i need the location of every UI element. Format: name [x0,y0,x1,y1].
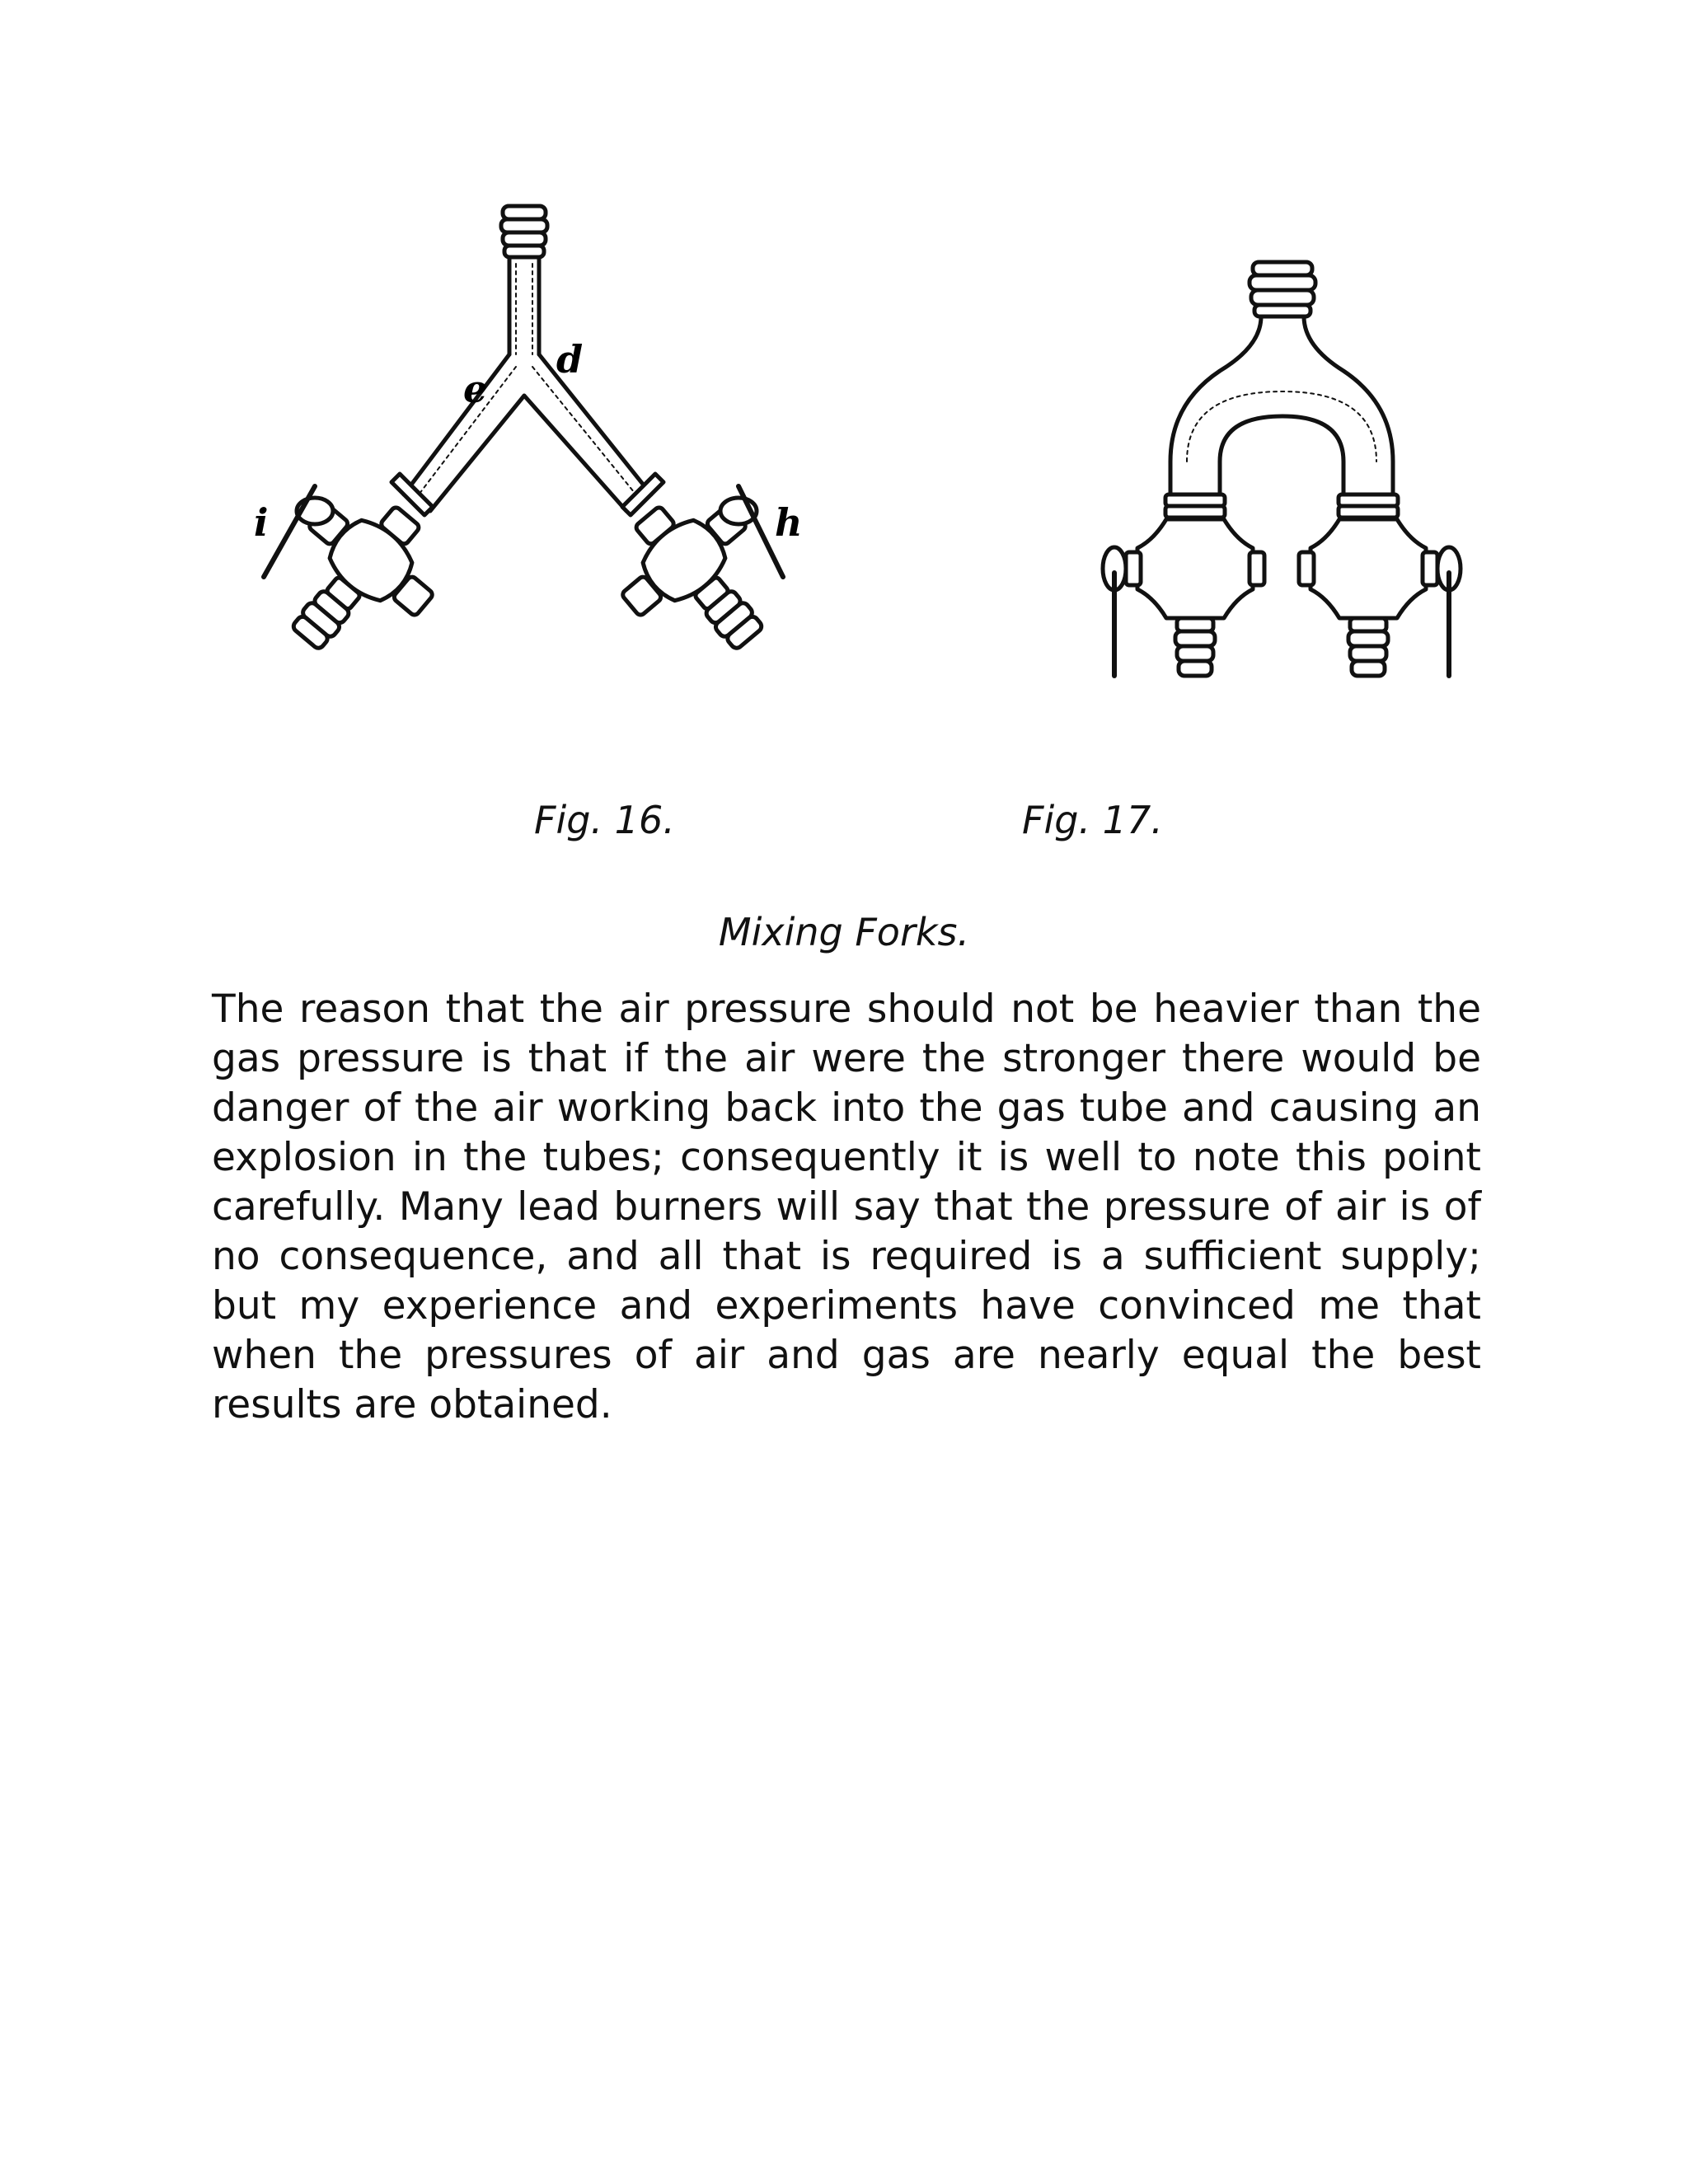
fig-16-caption: Fig. 16. [534,798,675,842]
fig-16-label-e: e [463,367,488,411]
fig-16-label-d: d [556,337,584,382]
fig-17-caption: Fig. 17. [1022,798,1163,842]
fig-16-label-h: h [775,500,803,545]
plate-title: Mixing Forks. [718,910,970,954]
body-paragraph: The reason that the air pressure should not be heavier than the gas pressure is that if the air were the stronger there would be danger of the air working back into the gas tube and causing an explosion in the tubes; consequently it is well to note this point carefully. Many lead burners will say that the pressure of air is of no consequence, and all that is required is a sufficient supply; but my experience and experiments have convinced me that when the pressures of air and gas are nearly equal the best results are obtained. [212,987,1481,1427]
fig-16-label-i: i [254,500,269,545]
fig-17-mixing-fork-drawing [1096,247,1467,692]
fig-16-mixing-fork-drawing [239,190,832,701]
